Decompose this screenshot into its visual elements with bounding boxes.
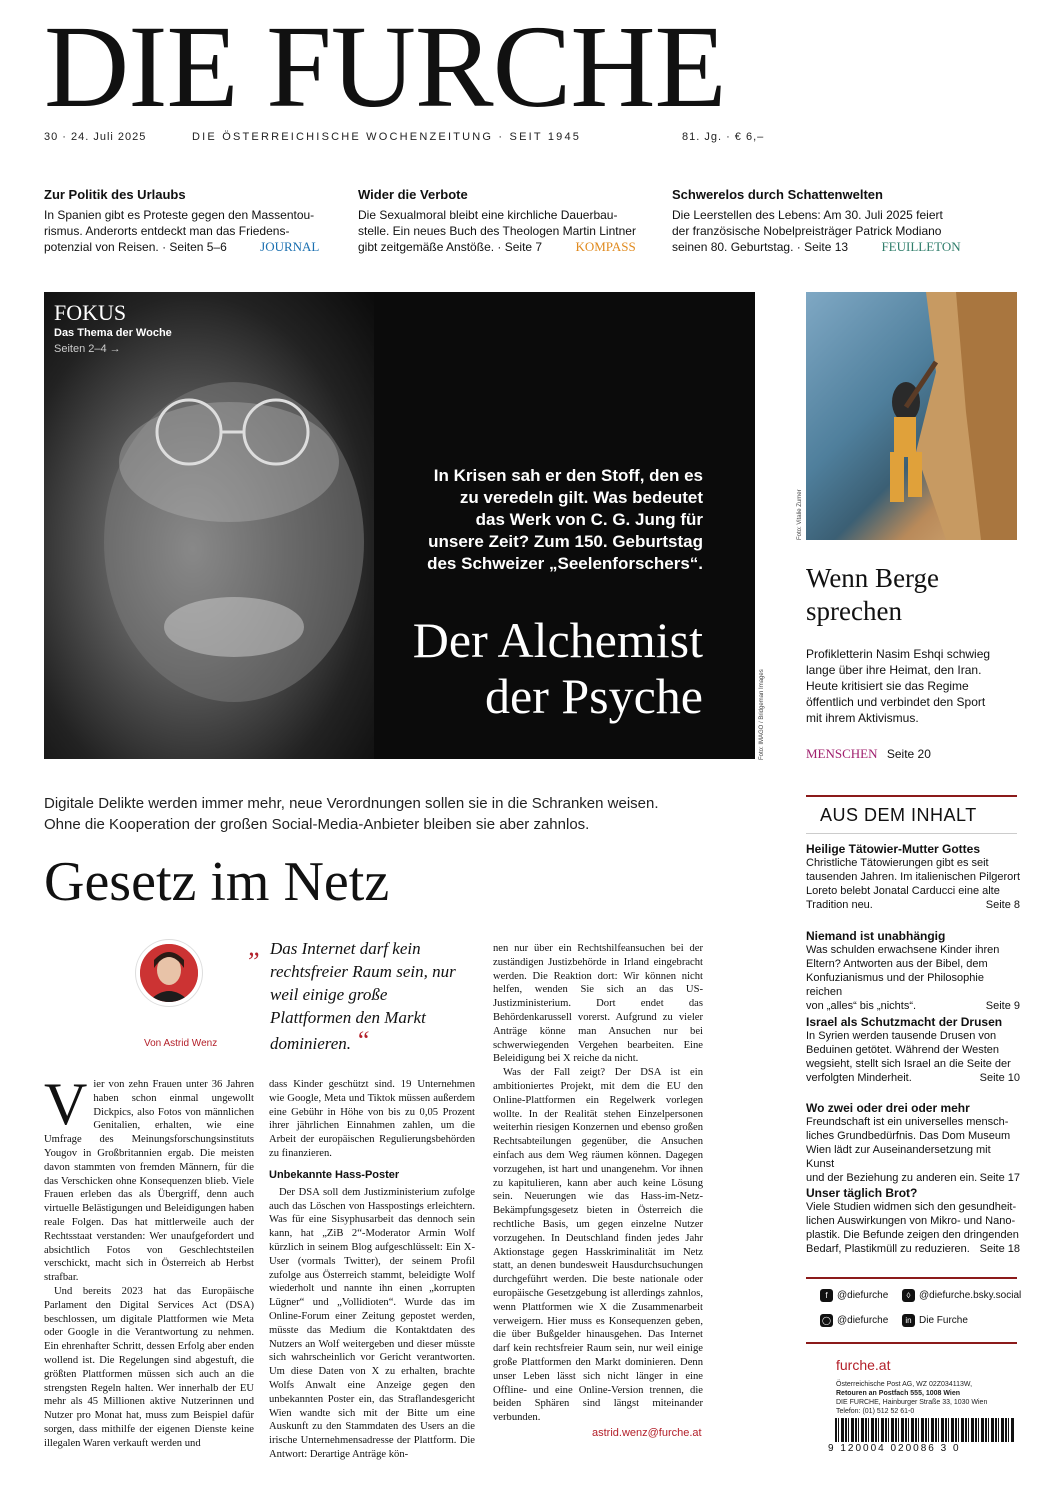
inhalt-item-title: Heilige Tätowier-Mutter Gottes	[806, 842, 981, 856]
photo-credit: Foto: IMAGO / Bridgeman Images	[759, 669, 765, 760]
teaser-kompass[interactable]	[358, 187, 658, 255]
inhalt-item-title: Israel als Schutzmacht der Drusen	[806, 1015, 1003, 1029]
inhalt-item[interactable]: Niemand ist unabhängig Was schulden erwachsene Kinder ihren Eltern? Antworten aus der Bibel, dem Konfuzianismus und der Philosophie reichen von „alles“ bis „nichts“. Seite 9	[806, 929, 1020, 1012]
fokus-sub: Das Thema der Woche	[54, 327, 172, 339]
dropcap: V	[44, 1071, 88, 1137]
instagram-link[interactable]: ◯ @diefurche	[820, 1314, 888, 1327]
menschen-title: Wenn Berge sprechen	[806, 563, 940, 626]
teaser-body: In Spanien gibt es Proteste gegen den Massentou- rismus. Anderorts entdeckt man das Friedens- potenzial von Reisen. · Seiten 5–6 JOURNAL	[44, 208, 320, 254]
section-kompass: KOMPASS	[575, 239, 636, 254]
facebook-link[interactable]: f @diefurche	[820, 1289, 888, 1302]
climber-illustration	[806, 292, 1017, 540]
inhalt-page: Seite 10	[979, 1072, 1020, 1084]
tagline: DIE ÖSTERREICHISCHE WOCHENZEITUNG · SEIT 1945	[192, 131, 582, 143]
section-feuilleton: FEUILLETON	[881, 239, 961, 254]
inhalt-box	[806, 795, 1017, 797]
author-byline: Von Astrid Wenz	[144, 1038, 218, 1049]
photo-credit: Foto: Vitalie Zumer	[797, 489, 803, 540]
inhalt-page: Seite 18	[979, 1243, 1020, 1255]
inhalt-page: Seite 9	[985, 1000, 1020, 1012]
article-deck: Digitale Delikte werden immer mehr, neue Verordnungen sollen sie in die Schranken weisen. Ohne die Kooperation der großen Social-Media-Anbieter bleiben sie aber zahnlos.	[44, 795, 659, 833]
fokus-intro: In Krisen sah er den Stoff, den es zu veredeln gilt. Was bedeutet das Werk von C. G. Jung für unsere Zeit? Zum 150. Geburtstag des Schweizer „Seelenforschers“.	[427, 466, 703, 573]
article-column-2: dass Kinder geschützt sind. 19 Unternehmen wie Google, Meta und Tiktok müssen außerdem eine Gebühr in Höhe von bis zu 0,05 Prozent ihrer jährlichen Einnahmen zahlen, um die Arbeit der europäischen Regulierungsbehörden zu finanzieren. Unbekannte Hass-Poster Der DSA soll dem Justizministerium zufolge auch das Löschen von Hasspostings erleichtern. Was für eine Sisyphusarbeit das dennoch sein kann, hat „ZiB 2“-Moderator Armin Wolf kürzlich in seinem Blog aufgeschlüsselt: Ein X-User (vormals Twitter), der seinem Profil zufolge aus Österreich stammt, beleidigte Wolf wiederholt und nannte ihn einen „korrupten Lügner“ und „Vollidioten“. Wurde das im Online-Forum einer Zeitung gepostet werden, müsste das Medium die Kontaktdaten des Nutzers an Wolf weitergeben und dieser müsste sich wahrscheinlich vor Gericht verantworten. Um diese Daten von X zu erhalten, brachte Wolfs Anwalt eine Anzeige gegen den unbekannten Poster ein, das Straflandesgericht Wien wandte sich mit der Bitte um eine Auskunft zu den Stammdaten des Users an die irische Unternehmensadresse der Plattform. Die Antwort: Derartige Anträge kön-	[269, 1079, 475, 1460]
postal-info: Österreichische Post AG, WZ 02Z034113W, Retouren an Postfach 555, 1008 Wien DIE FURCHE, Hainburger Straße 33, 1030 Wien Telefon: (01) 512 52 61-0	[836, 1381, 988, 1415]
teaser-title: Schwerelos durch Schattenwelten	[672, 187, 883, 202]
inhalt-item[interactable]: Heilige Tätowier-Mutter Gottes Christliche Tätowierungen gibt es seit tausenden Jahren. Im italienischen Pilgerort Loreto belebt Jonatal Carducci eine alte Tradition neu. Seite 8	[806, 842, 1021, 911]
author-avatar	[136, 940, 202, 1006]
teaser-title: Zur Politik des Urlaubs	[44, 187, 186, 202]
price: 81. Jg. · € 6,–	[682, 131, 765, 143]
barcode-number: 9 120004 020086 3 0	[828, 1443, 961, 1454]
facebook-icon: f	[820, 1289, 833, 1302]
inhalt-item[interactable]: Unser täglich Brot? Viele Studien widmen sich den gesundheit- lichen Auswirkungen von Mikro- und Nano- plastik. Die Befunde zeigen den dringenden Bedarf, Plastikmüll zu reduzieren. Seite 18	[806, 1186, 1020, 1255]
section-journal: JOURNAL	[260, 239, 320, 254]
article-column-3: nen nur über ein Rechtshilfeansuchen bei der zuständigen Justizbehörde in Irland eingebracht werden. Die Reaktion dort: Wir können nicht helfen, wenden Sie sich an das US-Justizministerium. Dort endet das Behördenkarussell vorerst. Aufgrund zu vieler Anträge könne man Ansuchen nur bei schwerwiegenden Vergehen bearbeiten. Eine Beleidigung bei X reiche da nicht. Was der Fall zeigt? Der DSA ist ein ambitioniertes Projekt, mit dem die EU den Online-Plattformen ein Regelwerk vorlegen wollte. In der Realität stehen Einzelpersonen weiterhin riesigen Konzernen und ebenso großen Rechtsabteilungen gegenüber, die Ansuchen einfach aus dem Weg räumen können. Dagegen vorzugehen, ist hart und unangenehm. Vor ihnen zu kapitulieren, kann aber auch keine Lösung sein. Neuerungen wie das Hass-im-Netz-Bekämpfungsgesetz bieten in Österreich die rechtliche Basis, um gegen einzelne Nutzer vorzugehen. In Deutschland finden jedes Jahr Aktionstage gegen Hasskriminalität im Netz statt, an denen bundesweit Hausdurchsuchungen durchgeführt werden. Die beste nationale oder europäische Gesetzgebung ist allerdings zahnlos, wenn Plattformen wie X die Zusammenarbeit verweigern. Hier muss es Konsequenzen geben, die über Bußgelder hinausgehen. Das Internet darf kein rechtsfreier Raum sein, nur weil einige große Plattformen den Markt dominieren. Denn unser Leben lässt sich nicht länger in eine Offline- und eine Online-Version trennen, die beiden Sphären sind längst miteinander verbunden.	[493, 943, 703, 1424]
quote-open-mark: „	[248, 932, 263, 961]
bluesky-link[interactable]: ◊ @diefurche.bsky.social	[902, 1289, 1021, 1302]
fokus-label: FOKUS	[54, 300, 127, 325]
section-menschen: MENSCHEN	[806, 746, 878, 761]
inhalt-item[interactable]: Wo zwei oder drei oder mehr Freundschaft ist ein universelles mensch- liches Grundbedürfnis. Das Dom Museum Wien lädt zur Auseinandersetzung mit Kunst und der Beziehung zu anderen ein. Seite 17	[806, 1101, 1020, 1184]
inhalt-title: AUS DEM INHALT	[820, 805, 977, 825]
inhalt-item[interactable]: Israel als Schutzmacht der Drusen In Syrien werden tausende Drusen von Beduinen getötet. Während der Westen wegsieht, stellt sich Israel an die Seite der verfolgten Minderheit. Seite 10	[806, 1015, 1020, 1084]
author-email-link[interactable]: astrid.wenz@furche.at	[592, 1427, 702, 1439]
barcode	[835, 1418, 1015, 1442]
linkedin-icon: in	[902, 1314, 915, 1327]
article-subhead: Unbekannte Hass-Poster	[269, 1168, 400, 1181]
issue-number: 30 · 24. Juli 2025	[44, 131, 147, 143]
article-headline: Gesetz im Netz	[44, 851, 390, 913]
instagram-icon: ◯	[820, 1314, 833, 1327]
bluesky-icon: ◊	[902, 1289, 915, 1302]
teaser-feuilleton[interactable]	[672, 187, 1002, 255]
teaser-body: Die Sexualmoral bleibt eine kirchliche Dauerbau- stelle. Ein neues Buch des Theologen Martin Lintner gibt zeitgemäße Anstöße. · Seite 7 KOMPASS	[358, 208, 636, 254]
pull-quote: „ Das Internet darf kein rechtsfreier Raum sein, nur weil einige große Plattformen den Markt dominieren. “	[248, 932, 456, 1055]
menschen-body: Profikletterin Nasim Eshqi schwieg lange über ihre Heimat, den Iran. Heute kritisiert sie das Regime öffentlich und verbindet den Sport mit ihrem Aktivismus.	[806, 647, 991, 725]
linkedin-link[interactable]: in Die Furche	[902, 1314, 968, 1327]
teaser-journal[interactable]	[44, 187, 334, 255]
inhalt-page: Seite 8	[985, 899, 1020, 911]
inhalt-item-title: Unser täglich Brot?	[806, 1186, 918, 1200]
fokus-pages-link[interactable]: Seiten 2–4 →	[54, 343, 121, 355]
inhalt-item-title: Niemand ist unabhängig	[806, 929, 946, 943]
teaser-title: Wider die Verbote	[358, 187, 468, 202]
masthead-title: DIE FURCHE	[44, 1, 726, 132]
inhalt-page: Seite 17	[979, 1172, 1020, 1184]
climber-photo[interactable]	[806, 292, 1017, 540]
site-link[interactable]: furche.at	[836, 1357, 891, 1373]
menschen-link[interactable]	[806, 746, 931, 762]
article-column-1: V ier von zehn Frauen unter 36 Jahren haben schon einmal ungewollt Dickpics, also Fotos von männlichen Genitalien, erhalten, wie eine Umfrage des Meinungsforschungsinstituts Yougov in Großbritannien ergab. Die meisten davon stammten von fremden Männern, für die das Verschicken ohne Konsequenzen blieb. Viele Frauen erleben das als Übergriff, denn auch virtuelle Belästigungen und Beleidigungen haben reale Folgen. Das hat mittlerweile auch der Rechtsstaat verstanden: Wer unaufgefordert und absichtlich Fotos von Geschlechtsteilen verschickt, macht sich in Österreich ab Herbst strafbar. Und bereits 2023 hat das Europäische Parlament den Digital Services Act (DSA) beschlossen, um digitale Plattformen wie Meta oder Google in die Verantwortung zu nehmen. Ein ehrenhafter Schritt, dessen Erfolg aber enden wollend ist. Die Regelungen sind abgestuft, die größten Plattformen müssen sich auch an die strengsten Regeln halten. Wer innerhalb der EU mehr als 45 Millionen aktive Nutzerinnen und Nutzer pro Monat hat, muss zum Beispiel dafür sorgen, dass mithilfe der eigenen Dienste keine illegalen Waren verkauft werden und	[44, 1071, 254, 1449]
menschen-page: Seite 20	[886, 747, 931, 761]
quote-close-mark: “	[355, 1026, 370, 1055]
fokus-title: Der Alchemist der Psyche	[412, 612, 703, 724]
teaser-body: Die Leerstellen des Lebens: Am 30. Juli 2025 feiert der französische Nobelpreisträger Patrick Modiano seinen 80. Geburtstag. · Seite 13 FEUILLETON	[672, 208, 961, 254]
inhalt-item-title: Wo zwei oder drei oder mehr	[806, 1101, 970, 1115]
